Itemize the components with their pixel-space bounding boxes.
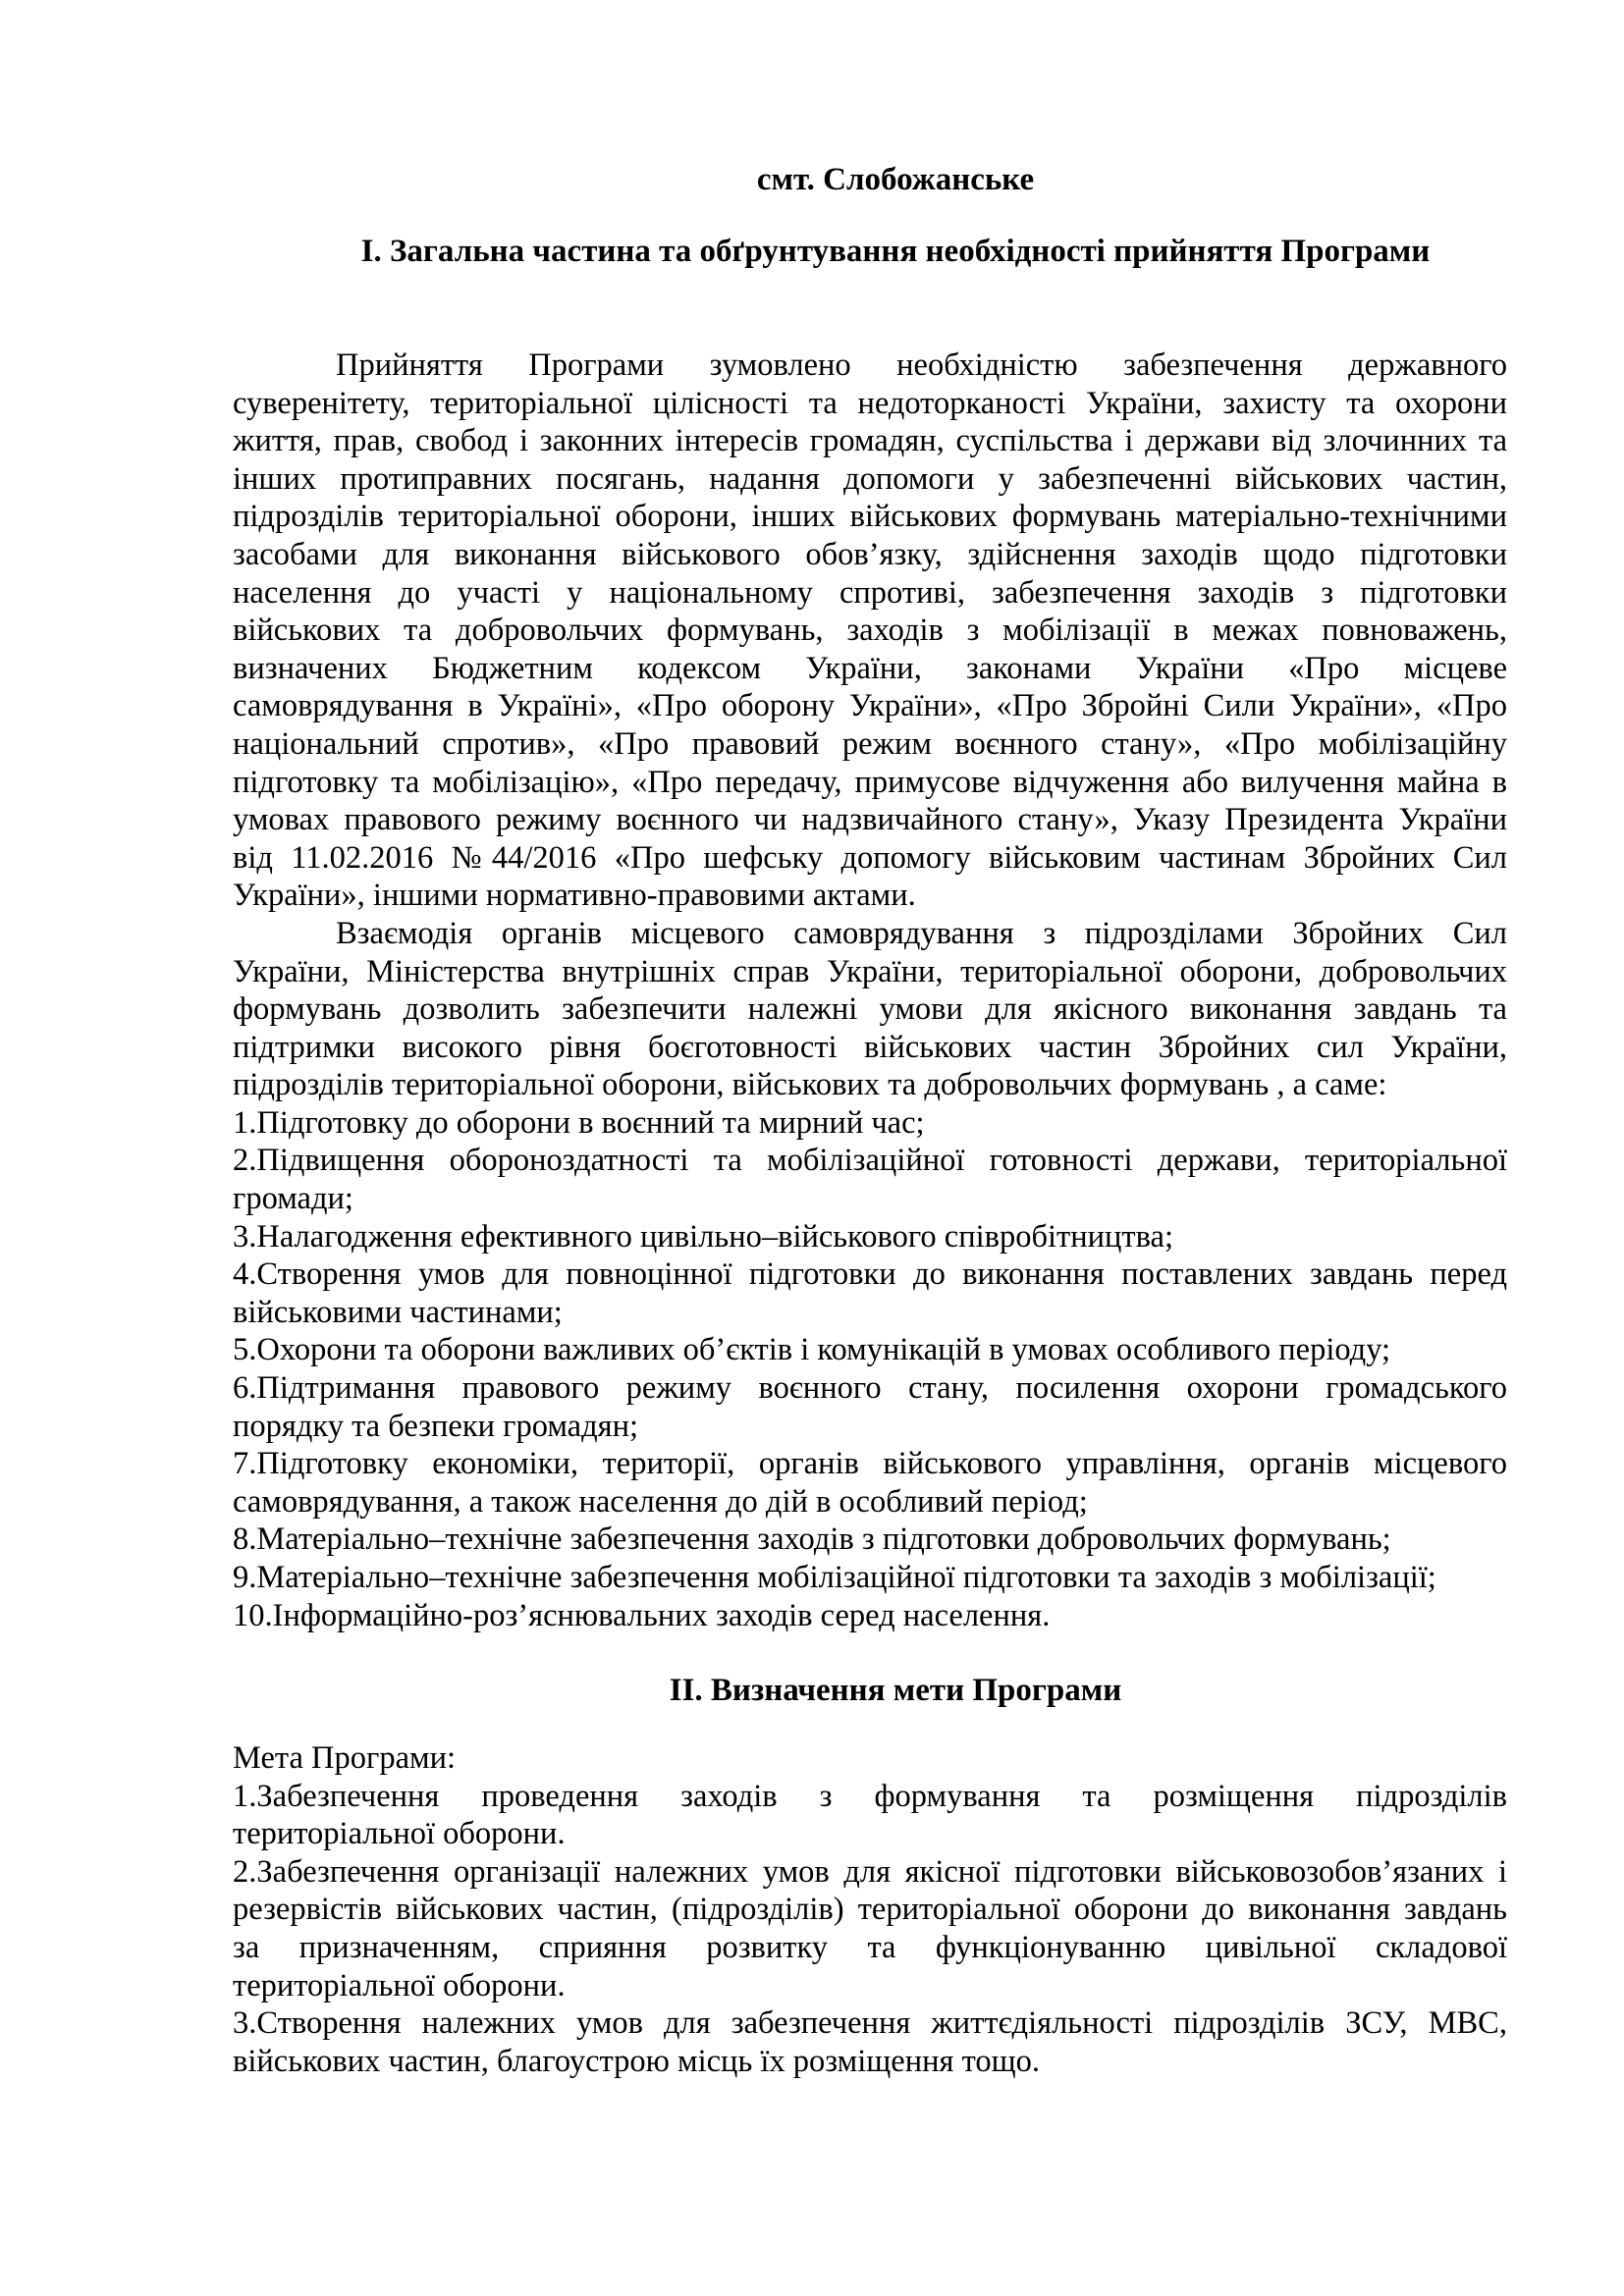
text-line: умовах правового режиму воєнного чи надзвичайного стану», Указу Президента України [233, 802, 1507, 838]
text-line: підрозділів територіальної оборони, інших військових формувань матеріально-технічними [233, 499, 1507, 535]
text-line: визначених Бюджетним кодексом України, законами України «Про місцеве [233, 650, 1507, 686]
text-line: підрозділів територіальної оборони, військових та добровольчих формувань , а саме: [233, 1067, 1387, 1103]
section-1-heading: І. Загальна частина та обґрунтування необхідності прийняття Програми [360, 234, 1431, 269]
text-line: порядку та безпеки громадян; [233, 1408, 639, 1444]
list-item [233, 1778, 1507, 1853]
text-line: інших протиправних посягань, надання допомоги у забезпеченні військових частин, [233, 460, 1507, 497]
text-line: суверенітету, територіальної цілісності та недоторканості України, захисту та охорони [233, 385, 1507, 421]
text-line: України, Міністерства внутрішніх справ України, територіальної оборони, добровольчих [233, 953, 1507, 989]
list-item [233, 1331, 1507, 1369]
list-item [233, 1853, 1507, 2004]
text-line: 4.Створення умов для повноцінної підготовки до виконання поставлених завдань перед [233, 1256, 1507, 1293]
text-line: національний спротив», «Про правовий режим воєнного стану», «Про мобілізаційну [233, 725, 1507, 762]
text-line: формувань дозволить забезпечити належні умови для якісного виконання завдань та [233, 991, 1507, 1028]
list-item [233, 1597, 1507, 1635]
list-item [233, 2004, 1507, 2080]
text-line: 6.Підтримання правового режиму воєнного стану, посилення охорони громадського [233, 1370, 1507, 1407]
text-line: територіальної оборони. [233, 1816, 566, 1852]
text-line: 10.Інформаційно-роз’яснювальних заходів серед населення. [233, 1597, 1051, 1633]
paragraph [233, 347, 1507, 915]
text-line: від 11.02.2016 №44/2016 «Про шефську допомогу військовим частинам Збройних Сил [233, 839, 1507, 876]
text-line: самоврядування, а також населення до дій в особливий період; [233, 1483, 1088, 1520]
text-line: самоврядування в Україні», «Про оборону України», «Про Збройні Сили України», «Про [233, 688, 1507, 724]
section-2-body [233, 1739, 1507, 2080]
text-line: підготовку та мобілізацію», «Про передачу, примусове відчуження або вилучення майна в [233, 764, 1507, 800]
text-line: за призначенням, сприяння розвитку та функціонуванню цивільної складової [233, 1929, 1507, 1965]
list-item [233, 1369, 1507, 1445]
text-line: громади; [233, 1181, 353, 1217]
list-item [233, 1142, 1507, 1217]
list-item [233, 1559, 1507, 1597]
paragraph [233, 915, 1507, 1104]
place-heading: смт. Слобожанське [756, 162, 1035, 197]
text-line: засобами для виконання військового обов’язку, здійснення заходів щодо підготовки [233, 536, 1507, 572]
section-2-heading: ІІ. Визначення мети Програми [669, 1673, 1122, 1708]
list-item [233, 1218, 1507, 1256]
text-line: 5.Охорони та оборони важливих об’єктів і комунікацій в умовах особливого періоду; [233, 1332, 1391, 1368]
text-line: 3.Створення належних умов для забезпечення життєдіяльності підрозділів ЗСУ, МВС, [233, 2005, 1507, 2042]
text-line: 8.Матеріально–технічне забезпечення заходів з підготовки добровольчих формувань; [233, 1522, 1391, 1558]
list-item [233, 1521, 1507, 1559]
text-line: 9.Матеріально–технічне забезпечення мобілізаційної підготовки та заходів з мобілізації; [233, 1560, 1436, 1595]
text-line: територіальної оборони. [233, 1967, 566, 2003]
text-line: підтримки високого рівня боєготовності військових частин Збройних сил України, [233, 1029, 1507, 1065]
text-line: 1.Забезпечення проведення заходів з формування та розміщення підрозділів [233, 1778, 1507, 1814]
section-2-intro: Мета Програми: [233, 1740, 457, 1776]
text-line: 3.Налагодження ефективного цивільно–військового співробітництва; [233, 1218, 1174, 1255]
text-line: 2.Підвищення обороноздатності та мобілізаційної готовності держави, територіальної [233, 1143, 1507, 1179]
text-line: життя, прав, свобод і законних інтересів громадян, суспільства і держави від злочинних та [233, 423, 1507, 459]
text-line: 1.Підготовку до оборони в воєнний та мирний час; [233, 1104, 925, 1141]
text-line: військових та добровольчих формувань, заходів з мобілізації в межах повноважень, [233, 613, 1507, 649]
text-line: 2.Забезпечення організації належних умов для якісної підготовки військовозобов’язаних і [233, 1853, 1507, 1890]
text-line: 7.Підготовку економіки, території, органів військового управління, органів місцевого [233, 1446, 1507, 1482]
text-line: України», іншими нормативно-правовими актами. [233, 878, 916, 914]
section-1-body [233, 347, 1507, 1634]
text-line: населення до участі у національному спротиві, забезпечення заходів з підготовки [233, 574, 1507, 611]
text-line: військових частин, благоустрою місць їх розміщення тощо. [233, 2043, 1041, 2079]
text-line: резервістів військових частин, (підрозділів) територіальної оборони до виконання завдань [233, 1892, 1507, 1928]
text-line: Прийняття Програми зумовлено необхідністю забезпечення державного [336, 347, 1507, 383]
text-line: Взаємодія органів місцевого самоврядування з підрозділами Збройних Сил [336, 915, 1507, 951]
list-item [233, 1255, 1507, 1331]
list-item [233, 1104, 1507, 1143]
list-item [233, 1445, 1507, 1521]
text-line: військовими частинами; [233, 1294, 563, 1330]
